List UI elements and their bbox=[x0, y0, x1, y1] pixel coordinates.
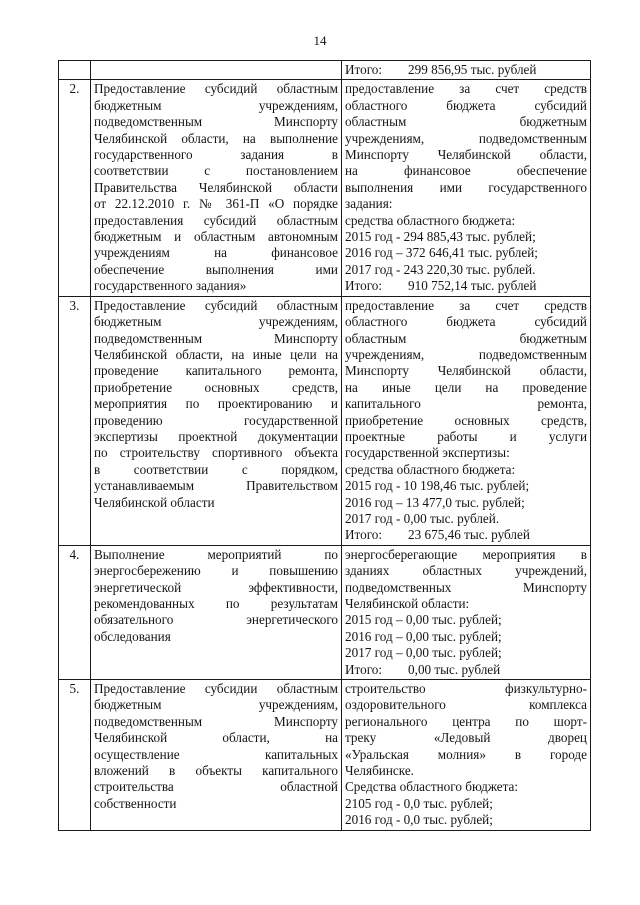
funding-line: Минспорту Челябинской области, bbox=[345, 147, 587, 163]
total-value: 910 752,14 тыс. рублей bbox=[408, 278, 537, 294]
funding-line: областного бюджета субсидий bbox=[345, 314, 587, 330]
funding-line: энергосберегающие мероприятия в bbox=[345, 546, 587, 562]
description-line: учреждениям на финансовое bbox=[94, 245, 338, 261]
total-label: Итого: bbox=[345, 661, 383, 677]
row-number: 2. bbox=[69, 81, 80, 97]
description-line: энергосбережению и повышению bbox=[94, 563, 338, 579]
funding-line: учреждениям, подведомственным bbox=[345, 346, 587, 362]
description-line: обязательного энергетического bbox=[94, 612, 338, 628]
description-line: предоставления субсидий областным bbox=[94, 212, 338, 228]
description-line: Предоставление субсидий областным bbox=[94, 297, 338, 313]
description-line: устанавливаемым Правительством bbox=[94, 478, 338, 494]
funding-cell bbox=[342, 680, 591, 831]
description-line: подведомственным Минспорту bbox=[94, 330, 338, 346]
year-amount: 2016 год – 13 477,0 тыс. рублей; bbox=[345, 494, 525, 510]
year-amount: 2017 год – 0,00 тыс. рублей; bbox=[345, 645, 502, 661]
total-label: Итого: bbox=[345, 278, 383, 294]
funding-line: областного бюджета субсидий bbox=[345, 97, 587, 113]
description-cell bbox=[91, 680, 342, 831]
description-line: бюджетным учреждениям, bbox=[94, 314, 338, 330]
row-number-cell bbox=[59, 80, 91, 296]
description-line: Челябинской области, на выполнение bbox=[94, 130, 338, 146]
table-row bbox=[59, 545, 591, 679]
description-line: Предоставление субсидий областным bbox=[94, 81, 338, 97]
description-line: бюджетным учреждениям, bbox=[94, 697, 338, 713]
description-line: обследования bbox=[94, 628, 171, 644]
funding-line: областным бюджетным bbox=[345, 114, 587, 130]
description-line: энергетической эффективности, bbox=[94, 579, 338, 595]
description-cell bbox=[91, 80, 342, 296]
total-label: Итого: bbox=[345, 527, 383, 543]
description-line: бюджетным учреждениям, bbox=[94, 97, 338, 113]
row-number: 5. bbox=[69, 681, 80, 697]
description-line: проведению государственной bbox=[94, 412, 338, 428]
description-line: вложений в объекты капитального bbox=[94, 763, 338, 779]
funding-line: Челябинске. bbox=[345, 763, 414, 779]
year-amount: 2016 год – 372 646,41 тыс. рублей; bbox=[345, 245, 538, 261]
description-line: в соответствии с порядком, bbox=[94, 461, 338, 477]
description-line: соответствии с постановлением bbox=[94, 163, 338, 179]
funding-line: приобретение основных средств, bbox=[345, 412, 587, 428]
funding-cell bbox=[342, 296, 591, 545]
funding-line: проектные работы и услуги bbox=[345, 428, 587, 444]
description-line: Челябинской области, на bbox=[94, 730, 338, 746]
row-number-cell bbox=[59, 61, 91, 80]
description-line: от 22.12.2010 г. № 361-П «О порядке bbox=[94, 196, 338, 212]
funding-line: выполнения ими государственного bbox=[345, 179, 587, 195]
funding-line: регионального центра по шорт- bbox=[345, 713, 587, 729]
row-number-cell bbox=[59, 545, 91, 679]
description-line: Челябинской области, на иные цели на bbox=[94, 346, 338, 362]
year-amount: 2015 год - 294 885,43 тыс. рублей; bbox=[345, 229, 536, 245]
table-row bbox=[59, 296, 591, 545]
description-line: Правительства Челябинской области bbox=[94, 179, 338, 195]
table-row bbox=[59, 61, 591, 80]
total-value: 0,00 тыс. рублей bbox=[408, 661, 501, 677]
year-amount: 2015 год - 10 198,46 тыс. рублей; bbox=[345, 478, 530, 494]
description-line: экспертизы проектной документации bbox=[94, 428, 338, 444]
description-line: строительства областной bbox=[94, 779, 338, 795]
total-value: 23 675,46 тыс. рублей bbox=[408, 527, 530, 543]
funding-line: на иные цели на проведение bbox=[345, 379, 587, 395]
total-line bbox=[345, 278, 587, 294]
year-amount: 2017 год - 0,00 тыс. рублей. bbox=[345, 510, 500, 526]
funding-line: предоставление за счет средств bbox=[345, 81, 587, 97]
funding-line: государственной экспертизы: bbox=[345, 445, 510, 461]
description-line: рекомендованных по результатам bbox=[94, 596, 338, 611]
funding-line: Челябинской области: bbox=[345, 596, 470, 611]
funding-cell bbox=[342, 545, 591, 679]
funding-line: треку «Ледовый дворец bbox=[345, 730, 587, 746]
year-amount: 2015 год – 0,00 тыс. рублей; bbox=[345, 612, 502, 628]
description-cell bbox=[91, 545, 342, 679]
year-amount: 2105 год - 0,0 тыс. рублей; bbox=[345, 795, 493, 811]
funding-line: задания: bbox=[345, 196, 393, 212]
total-line bbox=[345, 527, 587, 543]
description-line: мероприятия по проектированию и bbox=[94, 396, 338, 412]
funding-source: Средства областного бюджета: bbox=[345, 779, 519, 795]
funding-line: Минспорту Челябинской области, bbox=[345, 363, 587, 379]
table-row bbox=[59, 80, 591, 296]
description-line: государственного задания в bbox=[94, 147, 338, 163]
description-line: проведение капитального ремонта, bbox=[94, 363, 338, 379]
description-line: Челябинской области bbox=[94, 494, 215, 510]
funding-line: зданиях областных учреждений, bbox=[345, 563, 587, 579]
funding-line: строительство физкультурно- bbox=[345, 681, 587, 697]
page-number: 14 bbox=[313, 33, 327, 48]
description-line: Предоставление субсидии областным bbox=[94, 681, 338, 697]
description-line: осуществление капитальных bbox=[94, 746, 338, 762]
year-amount: 2016 год – 0,00 тыс. рублей; bbox=[345, 628, 502, 644]
description-line: подведомственным Минспорту bbox=[94, 114, 338, 130]
year-amount: 2016 год - 0,0 тыс. рублей; bbox=[345, 812, 493, 828]
row-number: 3. bbox=[69, 297, 80, 313]
funding-line: на финансовое обеспечение bbox=[345, 163, 587, 179]
funding-cell bbox=[342, 80, 591, 296]
funding-source: средства областного бюджета: bbox=[345, 461, 516, 477]
funding-line: капитального ремонта, bbox=[345, 396, 587, 412]
description-line: по строительству спортивного объекта bbox=[94, 445, 338, 461]
row-number: 4. bbox=[69, 546, 80, 562]
total-line: Итого: 299 856,95 тыс. рублей bbox=[345, 62, 537, 77]
description-cell bbox=[91, 61, 342, 80]
funding-line: учреждениям, подведомственным bbox=[345, 130, 587, 146]
description-line: приобретение основных средств, bbox=[94, 379, 338, 395]
funding-line: предоставление за счет средств bbox=[345, 297, 587, 313]
description-cell bbox=[91, 296, 342, 545]
table-row bbox=[59, 680, 591, 831]
year-amount: 2017 год - 243 220,30 тыс. рублей. bbox=[345, 261, 536, 277]
funding-cell bbox=[342, 61, 591, 80]
measures-table bbox=[58, 60, 591, 831]
funding-line: подведомственных Минспорту bbox=[345, 579, 587, 595]
row-number-cell bbox=[59, 296, 91, 545]
description-line: собственности bbox=[94, 795, 177, 811]
funding-source: средства областного бюджета: bbox=[345, 212, 516, 228]
description-line: Выполнение мероприятий по bbox=[94, 546, 338, 562]
description-line: подведомственным Минспорту bbox=[94, 713, 338, 729]
row-number-cell bbox=[59, 680, 91, 831]
funding-line: оздоровительного комплекса bbox=[345, 697, 587, 713]
funding-line: «Уральская молния» в городе bbox=[345, 746, 587, 762]
total-line bbox=[345, 662, 587, 678]
funding-line: областным бюджетным bbox=[345, 330, 587, 346]
description-line: бюджетным и областным автономным bbox=[94, 229, 338, 245]
description-line: государственного задания» bbox=[94, 278, 247, 294]
description-line: обеспечение выполнения ими bbox=[94, 261, 338, 277]
